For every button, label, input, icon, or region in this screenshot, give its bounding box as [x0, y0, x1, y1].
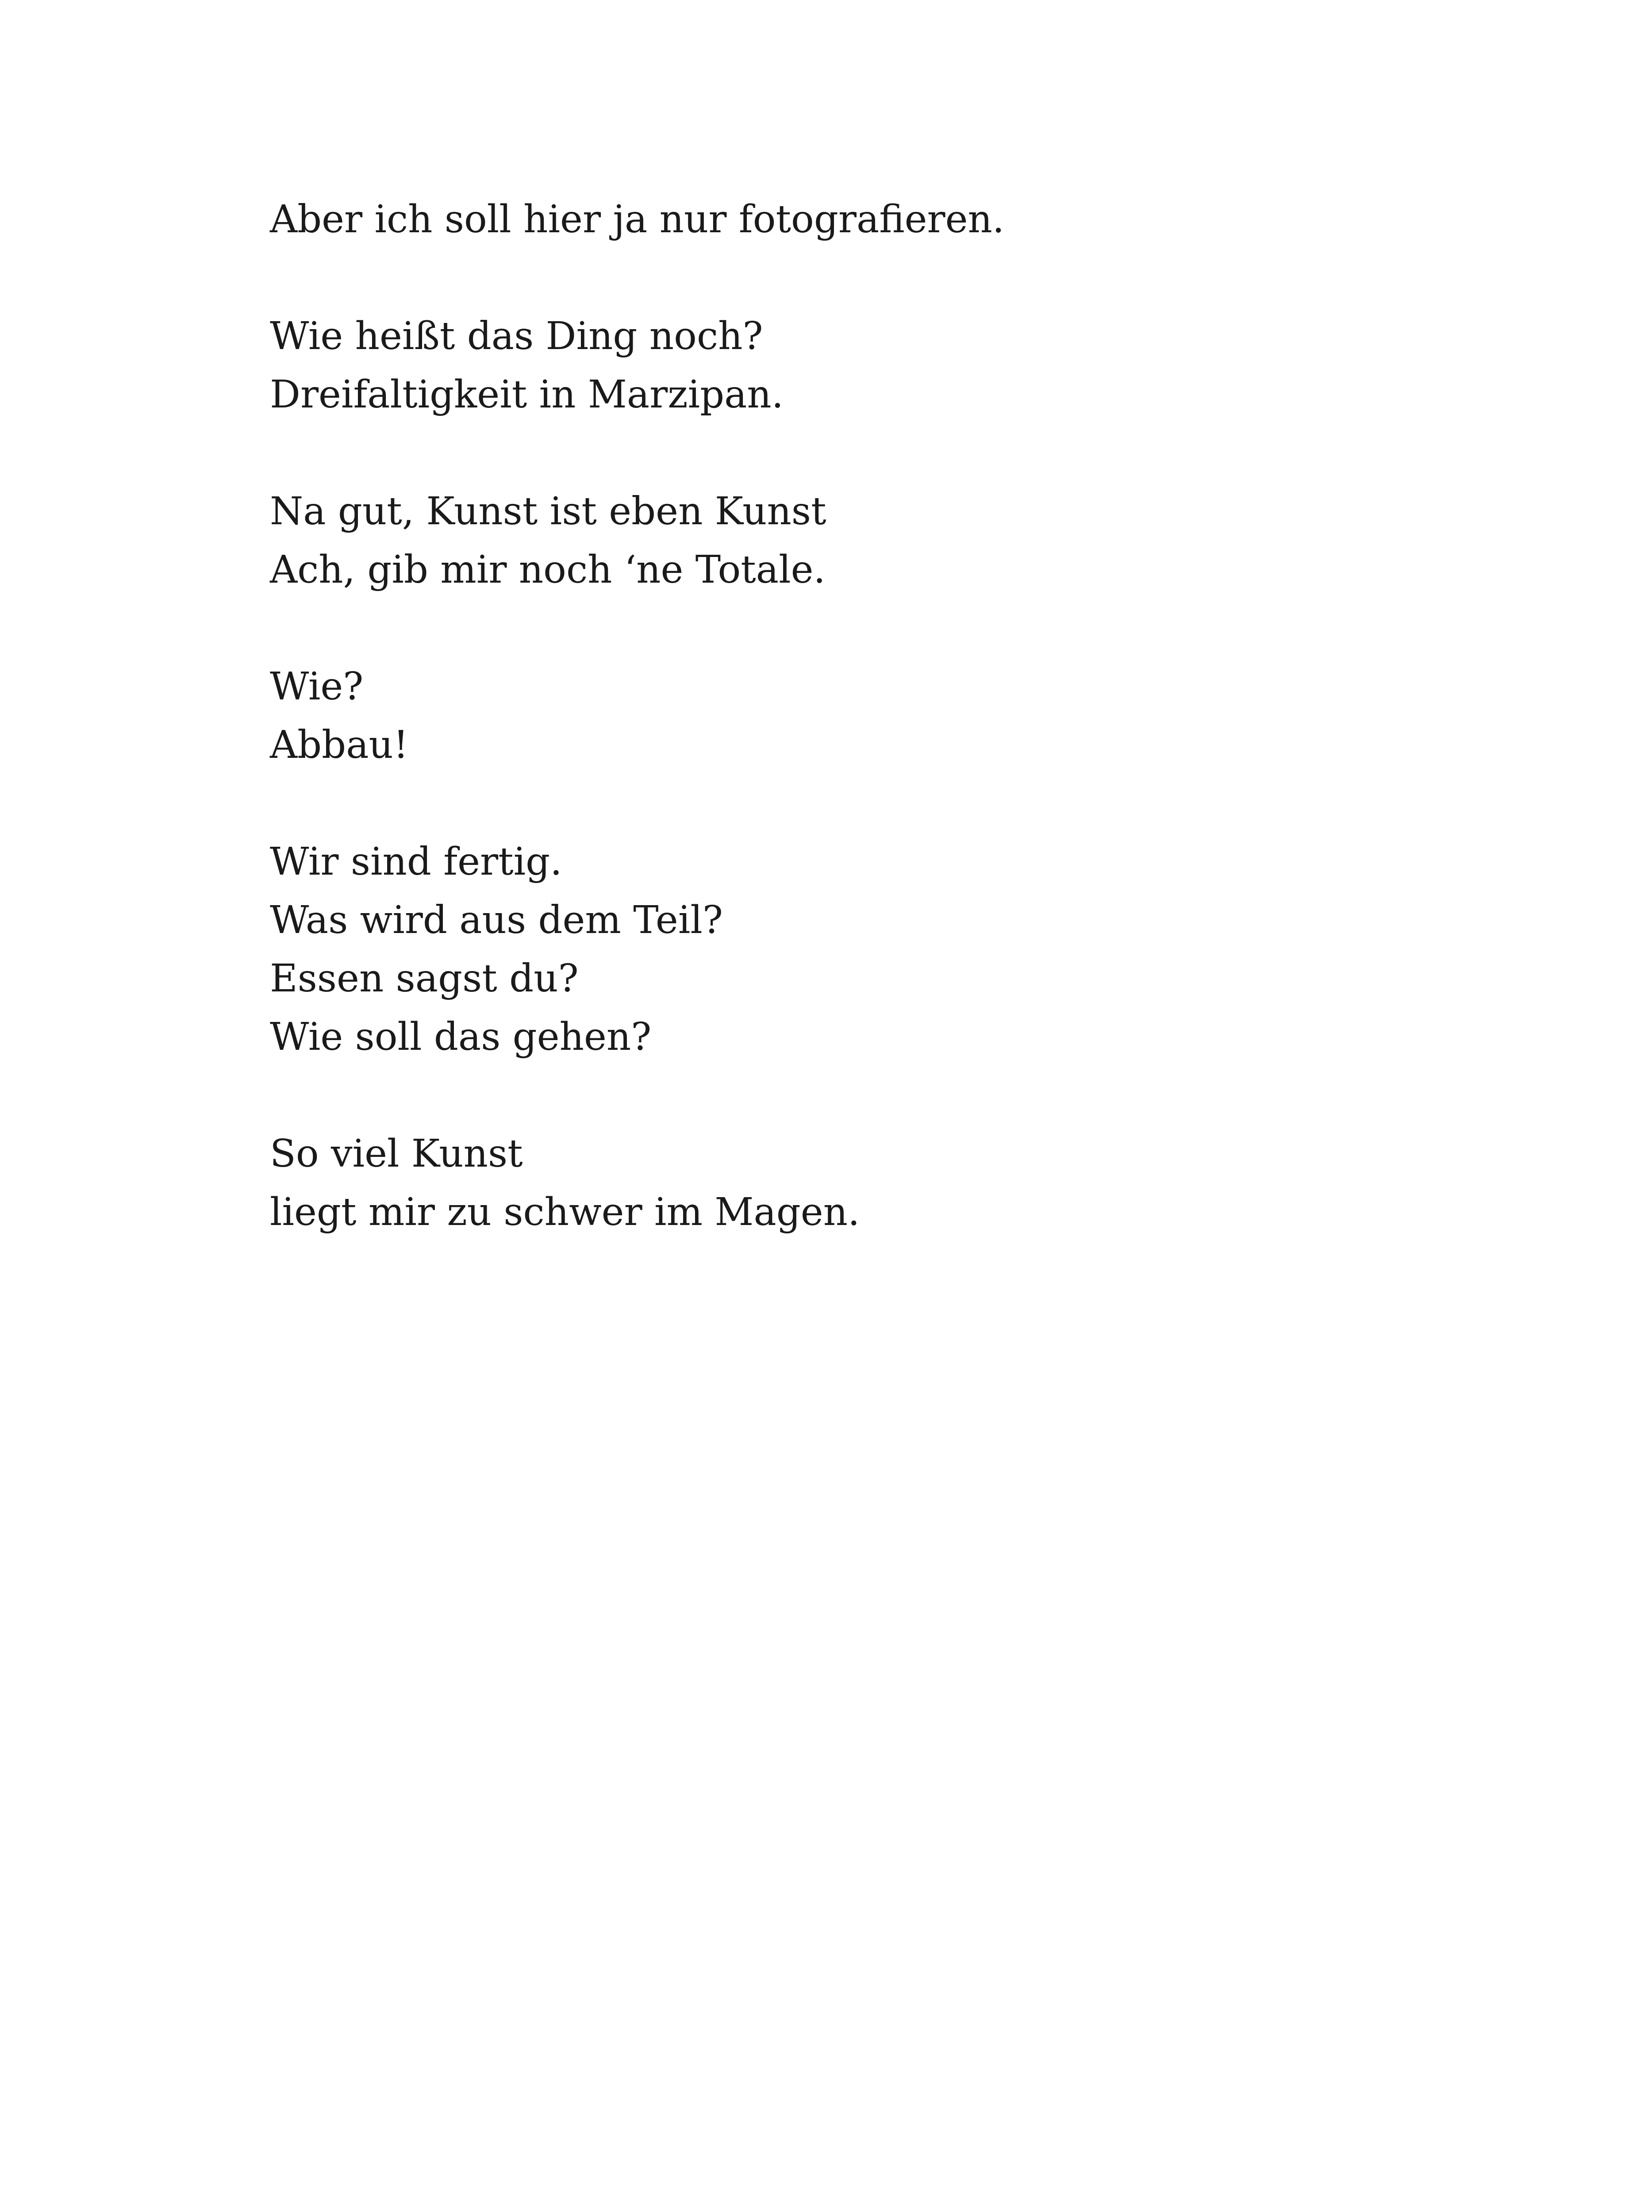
poem-body: [270, 190, 1597, 1300]
stanza-1: [270, 190, 1597, 249]
poem-line: Wir sind fertig.: [270, 840, 562, 884]
poem-line: Dreifaltigkeit in Marzipan.: [270, 373, 784, 417]
stanza-5: [270, 833, 1597, 1066]
poem-line: Abbau!: [270, 723, 409, 767]
poem-line: Aber ich soll hier ja nur fotografieren.: [270, 197, 1005, 242]
poem-line: liegt mir zu schwer im Magen.: [270, 1190, 860, 1234]
stanza-4: [270, 657, 1597, 774]
poem-line: Essen sagst du?: [270, 956, 579, 1001]
poem-line: Wie heißt das Ding noch?: [270, 314, 763, 358]
poem-line: Was wird aus dem Teil?: [270, 898, 723, 942]
poem-line: So viel Kunst: [270, 1132, 523, 1176]
stanza-6: [270, 1125, 1597, 1241]
stanza-3: [270, 482, 1597, 599]
stanza-2: [270, 307, 1597, 424]
poem-line: Na gut, Kunst ist eben Kunst: [270, 489, 826, 534]
poem-line: Wie soll das gehen?: [270, 1015, 652, 1059]
poem-line: Wie?: [270, 664, 364, 709]
poem-line: Ach, gib mir noch ‘ne Totale.: [270, 548, 826, 592]
